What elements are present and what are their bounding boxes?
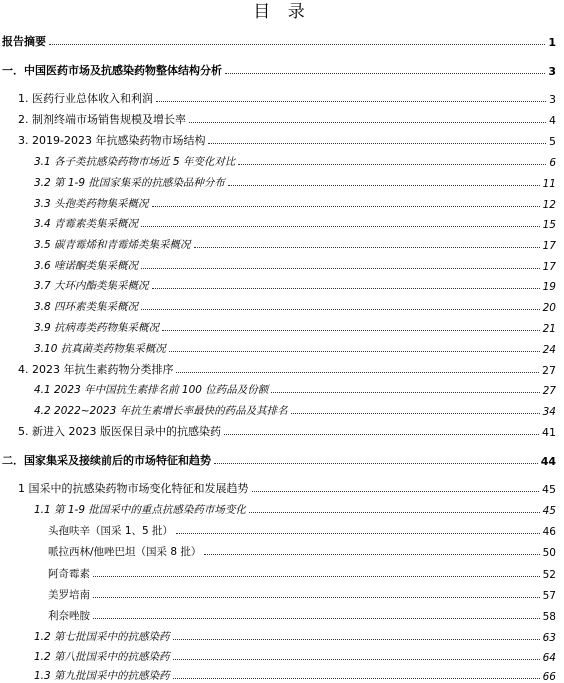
leader-dots <box>141 225 540 227</box>
leader-dots <box>93 575 540 577</box>
toc-entry-page: 11 <box>542 178 556 190</box>
toc-entry-page: 57 <box>542 590 556 602</box>
leader-dots <box>141 267 540 269</box>
toc-entry[interactable] <box>34 400 556 418</box>
leader-dots <box>93 596 540 598</box>
toc-entry[interactable] <box>18 478 556 496</box>
toc-entry[interactable] <box>18 109 556 127</box>
toc-entry-page: 19 <box>542 281 556 293</box>
toc-entry-page: 44 <box>540 455 556 468</box>
leader-dots <box>228 184 540 186</box>
toc-entry[interactable] <box>48 520 556 538</box>
leader-dots <box>152 205 540 207</box>
toc-entry[interactable] <box>2 450 556 468</box>
leader-dots <box>49 43 545 45</box>
toc-entry-page: 1 <box>548 36 556 49</box>
toc-entry-page: 34 <box>542 406 556 418</box>
toc-entry-text: 哌拉西林/他唑巴坦（国采 8 批） <box>48 546 202 558</box>
leader-dots <box>156 100 546 102</box>
toc-entry-page: 45 <box>542 483 556 496</box>
toc-entry[interactable] <box>48 605 556 623</box>
leader-dots <box>169 350 540 352</box>
toc-entry-page: 64 <box>542 652 556 664</box>
leader-dots <box>249 511 540 513</box>
toc-entry[interactable] <box>48 563 556 581</box>
leader-dots <box>214 462 538 464</box>
toc-entry[interactable] <box>34 338 556 356</box>
leader-dots <box>173 658 540 660</box>
leader-dots <box>176 371 539 373</box>
leader-dots <box>93 617 540 619</box>
toc-entry-text: 1 国采中的抗感染药物市场变化特征和发展趋势 <box>18 482 249 495</box>
leader-dots <box>224 433 539 435</box>
toc-entry-text: 3.7 大环内酯类集采概况 <box>34 280 149 292</box>
toc-entry[interactable] <box>48 541 556 559</box>
toc-entry-text: 1.3 第九批国采中的抗感染药 <box>34 670 170 682</box>
leader-dots <box>173 638 540 640</box>
toc-entry-text: 1.2 第七批国采中的抗感染药 <box>34 631 170 643</box>
toc-entry-page: 17 <box>542 261 556 273</box>
leader-dots <box>173 677 540 679</box>
toc-entry-page: 4 <box>549 114 556 127</box>
toc-entry[interactable] <box>18 130 556 148</box>
toc-entry[interactable] <box>34 275 556 293</box>
toc-entry-page: 5 <box>549 135 556 148</box>
leader-dots <box>194 246 540 248</box>
toc-entry[interactable] <box>34 379 556 397</box>
leader-dots <box>141 308 540 310</box>
toc-entry-text: 3.6 喹诺酮类集采概况 <box>34 260 139 272</box>
toc-entry-page: 20 <box>542 302 556 314</box>
toc-entry[interactable] <box>34 213 556 231</box>
toc-entry-page: 27 <box>542 364 556 377</box>
toc-entry[interactable] <box>2 31 556 49</box>
toc-entry-page: 50 <box>542 547 556 559</box>
toc-entry[interactable] <box>48 584 556 602</box>
toc-entry[interactable] <box>34 499 556 517</box>
leader-dots <box>238 163 546 165</box>
toc-entry[interactable] <box>18 421 556 439</box>
leader-dots <box>176 532 540 534</box>
toc-entry-text: 利奈唑胺 <box>48 610 90 622</box>
toc-entry[interactable] <box>34 296 556 314</box>
toc-entry-text: 3.3 头孢类药物集采概况 <box>34 198 149 210</box>
leader-dots <box>271 391 539 393</box>
toc-entry[interactable] <box>34 646 556 664</box>
toc-entry-text: 阿奇霉素 <box>48 568 90 580</box>
toc-entry[interactable] <box>18 359 556 377</box>
toc-entry[interactable] <box>34 665 556 683</box>
toc-entry-page: 21 <box>542 323 556 335</box>
toc-entry-text: 2. 制剂终端市场销售规模及增长率 <box>18 113 186 126</box>
toc-entry-text: 1.2 第八批国采中的抗感染药 <box>34 651 170 663</box>
toc-entry[interactable] <box>34 626 556 644</box>
toc-entry-page: 27 <box>542 385 556 397</box>
toc-entry-text: 3.8 四环素类集采概况 <box>34 301 139 313</box>
toc-entry-text: 4.1 2023 年中国抗生素排名前 100 位药品及份额 <box>34 384 269 396</box>
toc-entry-page: 46 <box>542 526 556 538</box>
toc-entry-page: 52 <box>542 569 556 581</box>
toc-entry-page: 63 <box>542 632 556 644</box>
toc-entry-text: 1. 医药行业总体收入和利润 <box>18 92 153 105</box>
toc-entry-text: 3.1 各子类抗感染药物市场近 5 年变化对比 <box>34 156 236 168</box>
toc-entry-page: 41 <box>542 426 556 439</box>
toc-entry-text: 3.5 碳青霉烯和青霉烯类集采概况 <box>34 239 191 251</box>
leader-dots <box>152 287 540 289</box>
toc-entry-text: 5. 新进入 2023 版医保目录中的抗感染药 <box>18 425 221 438</box>
toc-entry[interactable] <box>34 193 556 211</box>
leader-dots <box>252 490 540 492</box>
toc-entry-text: 4.2 2022~2023 年抗生素增长率最快的药品及其排名 <box>34 405 288 417</box>
toc-title: 目 录 <box>253 2 311 22</box>
toc-entry[interactable] <box>34 172 556 190</box>
leader-dots <box>162 329 540 331</box>
toc-entry-page: 15 <box>542 219 556 231</box>
toc-entry-text: 4. 2023 年抗生素药物分类排序 <box>18 363 174 376</box>
toc-entry[interactable] <box>2 60 556 78</box>
leader-dots <box>225 72 545 74</box>
toc-entry-text: 美罗培南 <box>48 589 90 601</box>
toc-entry-text: 一．中国医药市场及抗感染药物整体结构分析 <box>2 64 222 77</box>
toc-entry-text: 3.10 抗真菌类药物集采概况 <box>34 343 166 355</box>
leader-dots <box>189 121 546 123</box>
toc-entry-text: 3.2 第 1-9 批国家集采的抗感染品种分布 <box>34 177 225 189</box>
toc-entry-page: 3 <box>548 65 556 78</box>
leader-dots <box>208 142 546 144</box>
toc-entry[interactable] <box>34 317 556 335</box>
toc-entry-text: 二．国家集采及接续前后的市场特征和趋势 <box>2 454 211 467</box>
toc-entry-page: 3 <box>549 93 556 106</box>
leader-dots <box>291 412 540 414</box>
toc-entry-page: 45 <box>542 505 556 517</box>
toc-entry-text: 3.9 抗病毒类药物集采概况 <box>34 322 160 334</box>
leader-dots <box>204 553 539 555</box>
toc-entry-page: 6 <box>549 157 556 169</box>
toc-entry-text: 1.1 第 1-9 批国采中的重点抗感染药市场变化 <box>34 504 246 516</box>
toc-entry-page: 66 <box>542 671 556 683</box>
toc-entry[interactable] <box>34 234 556 252</box>
toc-entry-page: 17 <box>542 240 556 252</box>
toc-entry-page: 24 <box>542 344 556 356</box>
toc-entry-page: 58 <box>542 611 556 623</box>
toc-entry-text: 3. 2019-2023 年抗感染药物市场结构 <box>18 134 206 147</box>
toc-entry-page: 12 <box>542 199 556 211</box>
toc-entry-text: 头孢呋辛（国采 1、5 批） <box>48 525 174 537</box>
toc-entry-text: 3.4 青霉素类集采概况 <box>34 218 139 230</box>
toc-entry[interactable] <box>34 151 556 169</box>
toc-entry-text: 报告摘要 <box>2 35 46 48</box>
toc-entry[interactable] <box>34 255 556 273</box>
toc-entry[interactable] <box>18 88 556 106</box>
